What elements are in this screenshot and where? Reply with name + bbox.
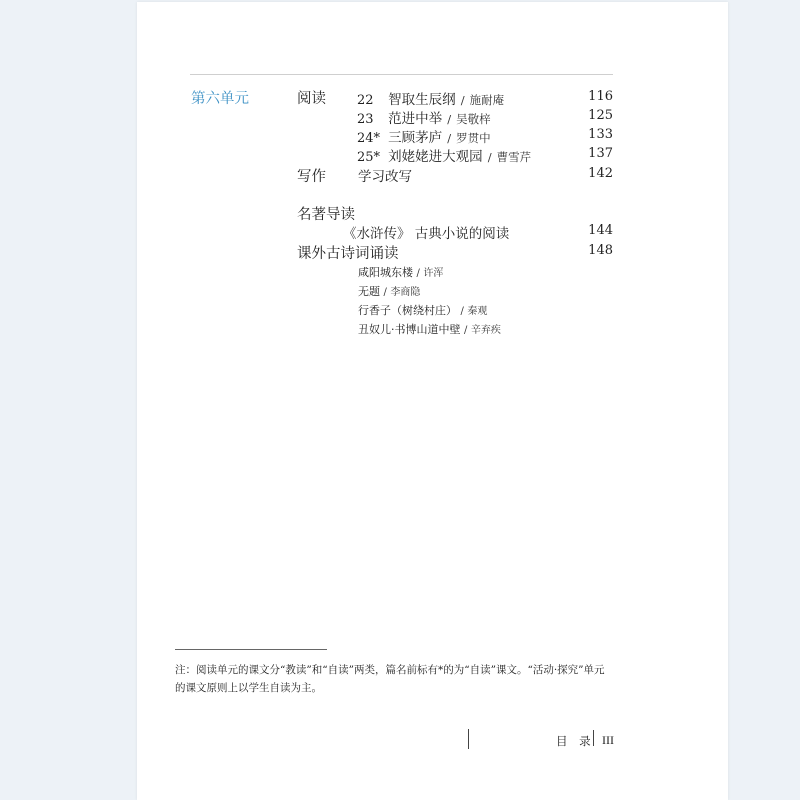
lesson-author: 施耐庵 bbox=[469, 93, 505, 107]
page-number: 125 bbox=[588, 108, 613, 123]
lesson-entry[interactable] bbox=[357, 107, 491, 127]
lesson-author: 曹雪芹 bbox=[496, 150, 532, 164]
footer-divider bbox=[593, 730, 594, 746]
footer-divider bbox=[468, 729, 469, 749]
footnote-line: 的课文原则上以学生自读为主。 bbox=[175, 682, 322, 694]
poem-entry[interactable] bbox=[358, 283, 420, 299]
footer-section-label: 目 录 bbox=[556, 734, 595, 748]
writing-title[interactable]: 学习改写 bbox=[358, 169, 412, 185]
separator: / bbox=[460, 306, 464, 317]
poem-entry[interactable] bbox=[358, 321, 501, 337]
separator: / bbox=[447, 131, 452, 145]
poem-title: 行香子（树绕村庄） bbox=[358, 304, 457, 317]
page-number: 133 bbox=[588, 127, 613, 142]
page-number: 137 bbox=[588, 146, 613, 161]
poem-title: 无题 bbox=[358, 285, 380, 298]
separator: / bbox=[460, 93, 465, 107]
lesson-number: 23 bbox=[357, 112, 374, 127]
unit-title: 第六单元 bbox=[191, 91, 249, 107]
lesson-title: 刘姥姥进大观园 bbox=[388, 149, 483, 165]
poem-title: 丑奴儿·书博山道中壁 bbox=[358, 323, 461, 336]
top-rule bbox=[190, 74, 613, 75]
lesson-title: 范进中举 bbox=[388, 111, 443, 127]
classics-label: 名著导读 bbox=[297, 207, 355, 223]
reading-label: 阅读 bbox=[297, 91, 326, 107]
classics-title[interactable]: 《水浒传》 古典小说的阅读 bbox=[343, 226, 510, 242]
page-number: 116 bbox=[588, 89, 613, 104]
poem-entry[interactable] bbox=[358, 264, 443, 280]
footnote-rule bbox=[175, 649, 327, 650]
lesson-entry[interactable] bbox=[357, 145, 531, 165]
poem-author: 辛弃疾 bbox=[470, 325, 501, 336]
page-number: 142 bbox=[588, 166, 613, 181]
lesson-author: 罗贯中 bbox=[456, 131, 491, 145]
page-number: 144 bbox=[588, 223, 613, 238]
writing-label: 写作 bbox=[297, 169, 326, 185]
separator: / bbox=[487, 150, 492, 164]
poem-author: 秦观 bbox=[467, 306, 488, 317]
lesson-title: 三顾茅庐 bbox=[388, 130, 443, 146]
lesson-entry[interactable] bbox=[357, 126, 491, 146]
footnote-line: 注：阅读单元的课文分“教读”和“自读”两类，篇名前标有*的为“自读”课文。“活动·探究”单元 bbox=[175, 664, 605, 676]
lesson-entry[interactable] bbox=[357, 88, 504, 108]
footer-page-number: III bbox=[602, 733, 614, 747]
poem-author: 李商隐 bbox=[390, 287, 421, 298]
poem-author: 许浑 bbox=[423, 268, 444, 279]
page-number: 148 bbox=[588, 243, 613, 258]
poem-title: 咸阳城东楼 bbox=[358, 266, 413, 279]
separator: / bbox=[447, 112, 452, 126]
lesson-number: 25* bbox=[357, 150, 381, 165]
separator: / bbox=[383, 287, 387, 298]
footnote bbox=[175, 661, 645, 697]
lesson-author: 吴敬梓 bbox=[456, 112, 491, 126]
document-page bbox=[137, 2, 728, 800]
poetry-label: 课外古诗词诵读 bbox=[297, 246, 399, 262]
lesson-number: 22 bbox=[357, 93, 374, 108]
separator: / bbox=[416, 268, 420, 279]
poem-entry[interactable] bbox=[358, 302, 487, 318]
separator: / bbox=[464, 325, 468, 336]
lesson-number: 24* bbox=[357, 131, 381, 146]
lesson-title: 智取生辰纲 bbox=[388, 92, 456, 108]
